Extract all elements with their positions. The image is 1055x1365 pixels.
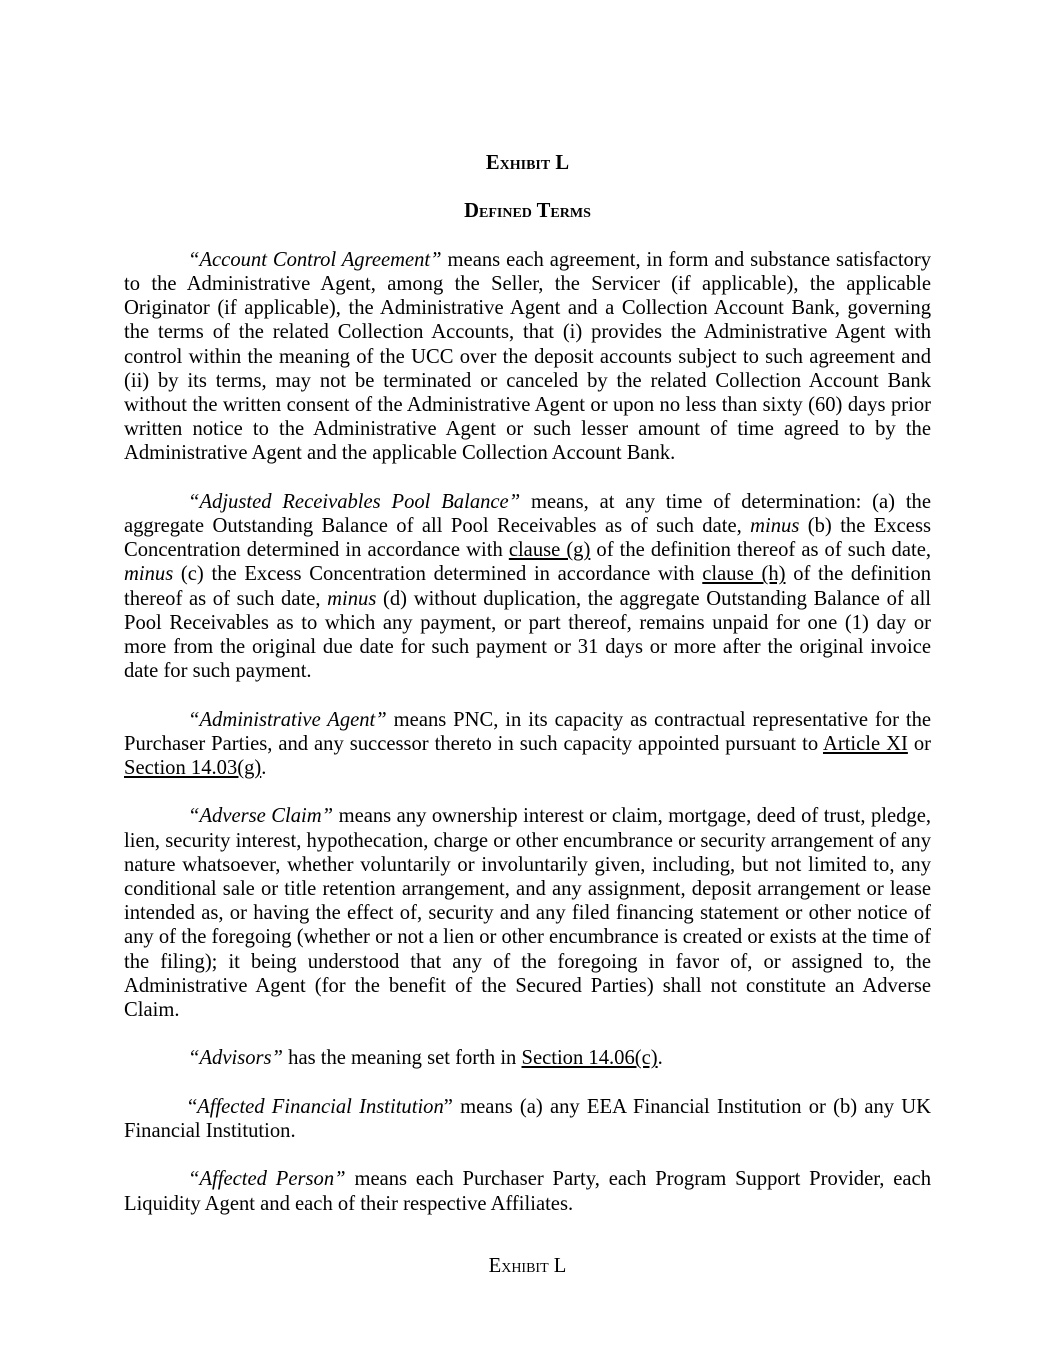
defined-term: “Administrative Agent”	[188, 708, 387, 731]
defined-term: minus	[124, 563, 174, 586]
definition-paragraph	[124, 1095, 931, 1143]
section-heading: Defined Terms	[464, 200, 591, 223]
definition-paragraph	[124, 248, 931, 466]
definition-text: .	[261, 757, 267, 780]
defined-term: “Account Control Agreement”	[188, 248, 442, 271]
definition-text: means each Purchaser Party, each Program Support Provider, each Liquidity Agent and each of their respective Affiliates.	[124, 1168, 931, 1215]
cross-reference: Article XI	[822, 732, 908, 755]
cross-reference: clause (g)	[508, 539, 591, 562]
definition-paragraph	[124, 1167, 931, 1215]
definition-paragraph	[124, 1046, 931, 1070]
defined-term: “Affected Person”	[188, 1168, 346, 1191]
definition-text: or	[907, 732, 931, 755]
cross-reference: clause (h)	[702, 563, 786, 586]
definition-text: (c) the Excess Concentration determined in accordance with	[173, 563, 703, 586]
document-page	[124, 151, 931, 1240]
definitions-list	[124, 248, 931, 1216]
definition-text: (d) without duplication, the aggregate Outstanding Balance of all Pool Receivables as to which any payment, or part thereof, remains unpaid for one (1) day or more from the original due date for such payment or 31 days or more after the original invoice date for such payment.	[124, 587, 932, 683]
definition-paragraph	[124, 490, 931, 684]
definition-paragraph	[124, 804, 931, 1022]
defined-term: minus	[750, 515, 800, 537]
definition-text: .	[657, 1047, 663, 1070]
defined-term: “Adjusted Receivables Pool Balance”	[188, 490, 521, 513]
defined-term: minus	[327, 587, 377, 610]
defined-term: “Advisors”	[188, 1047, 283, 1070]
defined-term: Affected Financial Institution	[197, 1095, 444, 1118]
definition-text: means, at any time of determination: (a) the aggregate Outstanding Balance of all Pool Receivables as of such date,	[124, 490, 931, 537]
definition-text: means any ownership interest or claim, mortgage, deed of trust, pledge, lien, security interest, hypothecation, charge or other encumbrance or security arrangement of any nature whatsoever, whether voluntarily or involuntarily given, including, but not limited to, any conditional sale or title retention arrangement, and any assignment, deposit arrangement or lease intended as, or having the effect of, security and any filed financing statement or other notice of any of the foregoing (whether or not a lien or other encumbrance is created or exists at the time of the filing); it being understood that any of the foregoing in favor of, or assigned to, the Administrative Agent (for the benefit of the Secured Parties) shall not constitute an Adverse Claim.	[124, 805, 931, 1022]
definition-text: “	[188, 1095, 198, 1118]
cross-reference: Section 14.06(c)	[521, 1047, 658, 1070]
definition-text: has the meaning set forth in	[283, 1047, 522, 1070]
definition-paragraph	[124, 708, 931, 781]
defined-term: “Adverse Claim”	[188, 805, 334, 828]
page-footer: Exhibit L	[488, 1255, 567, 1277]
cross-reference: Section 14.03(g)	[124, 757, 262, 780]
definition-text: (b) the Excess Concentration determined in accordance with	[124, 515, 931, 562]
exhibit-title: Exhibit L	[485, 152, 570, 174]
definition-text: ” means (a) any EEA Financial Institution or (b) any UK Financial Institution.	[124, 1095, 932, 1143]
definition-text: means PNC, in its capacity as contractual representative for the Purchaser Parties, and any successor thereto in such capacity appointed pursuant to	[124, 708, 932, 755]
definition-text: of the definition thereof as of such date,	[124, 563, 931, 610]
definition-text: means each agreement, in form and substance satisfactory to the Administrative Agent, among the Seller, the Servicer (if applicable), the applicable Originator (if applicable), the Administrative Agent and a Collection Account Bank, governing the terms of the related Collection Accounts, that (i) provides the Administrative Agent with control within the meaning of the UCC over the deposit accounts subject to such agreement and (ii) by its terms, may not be terminated or canceled by the related Collection Account Bank without the written consent of the Administrative Agent or upon no less than sixty (60) days prior written notice to the Administrative Agent or such lesser amount of time agreed to by the Administrative Agent and the applicable Collection Account Bank.	[124, 248, 931, 465]
definition-text: of the definition thereof as of such date,	[590, 539, 931, 562]
